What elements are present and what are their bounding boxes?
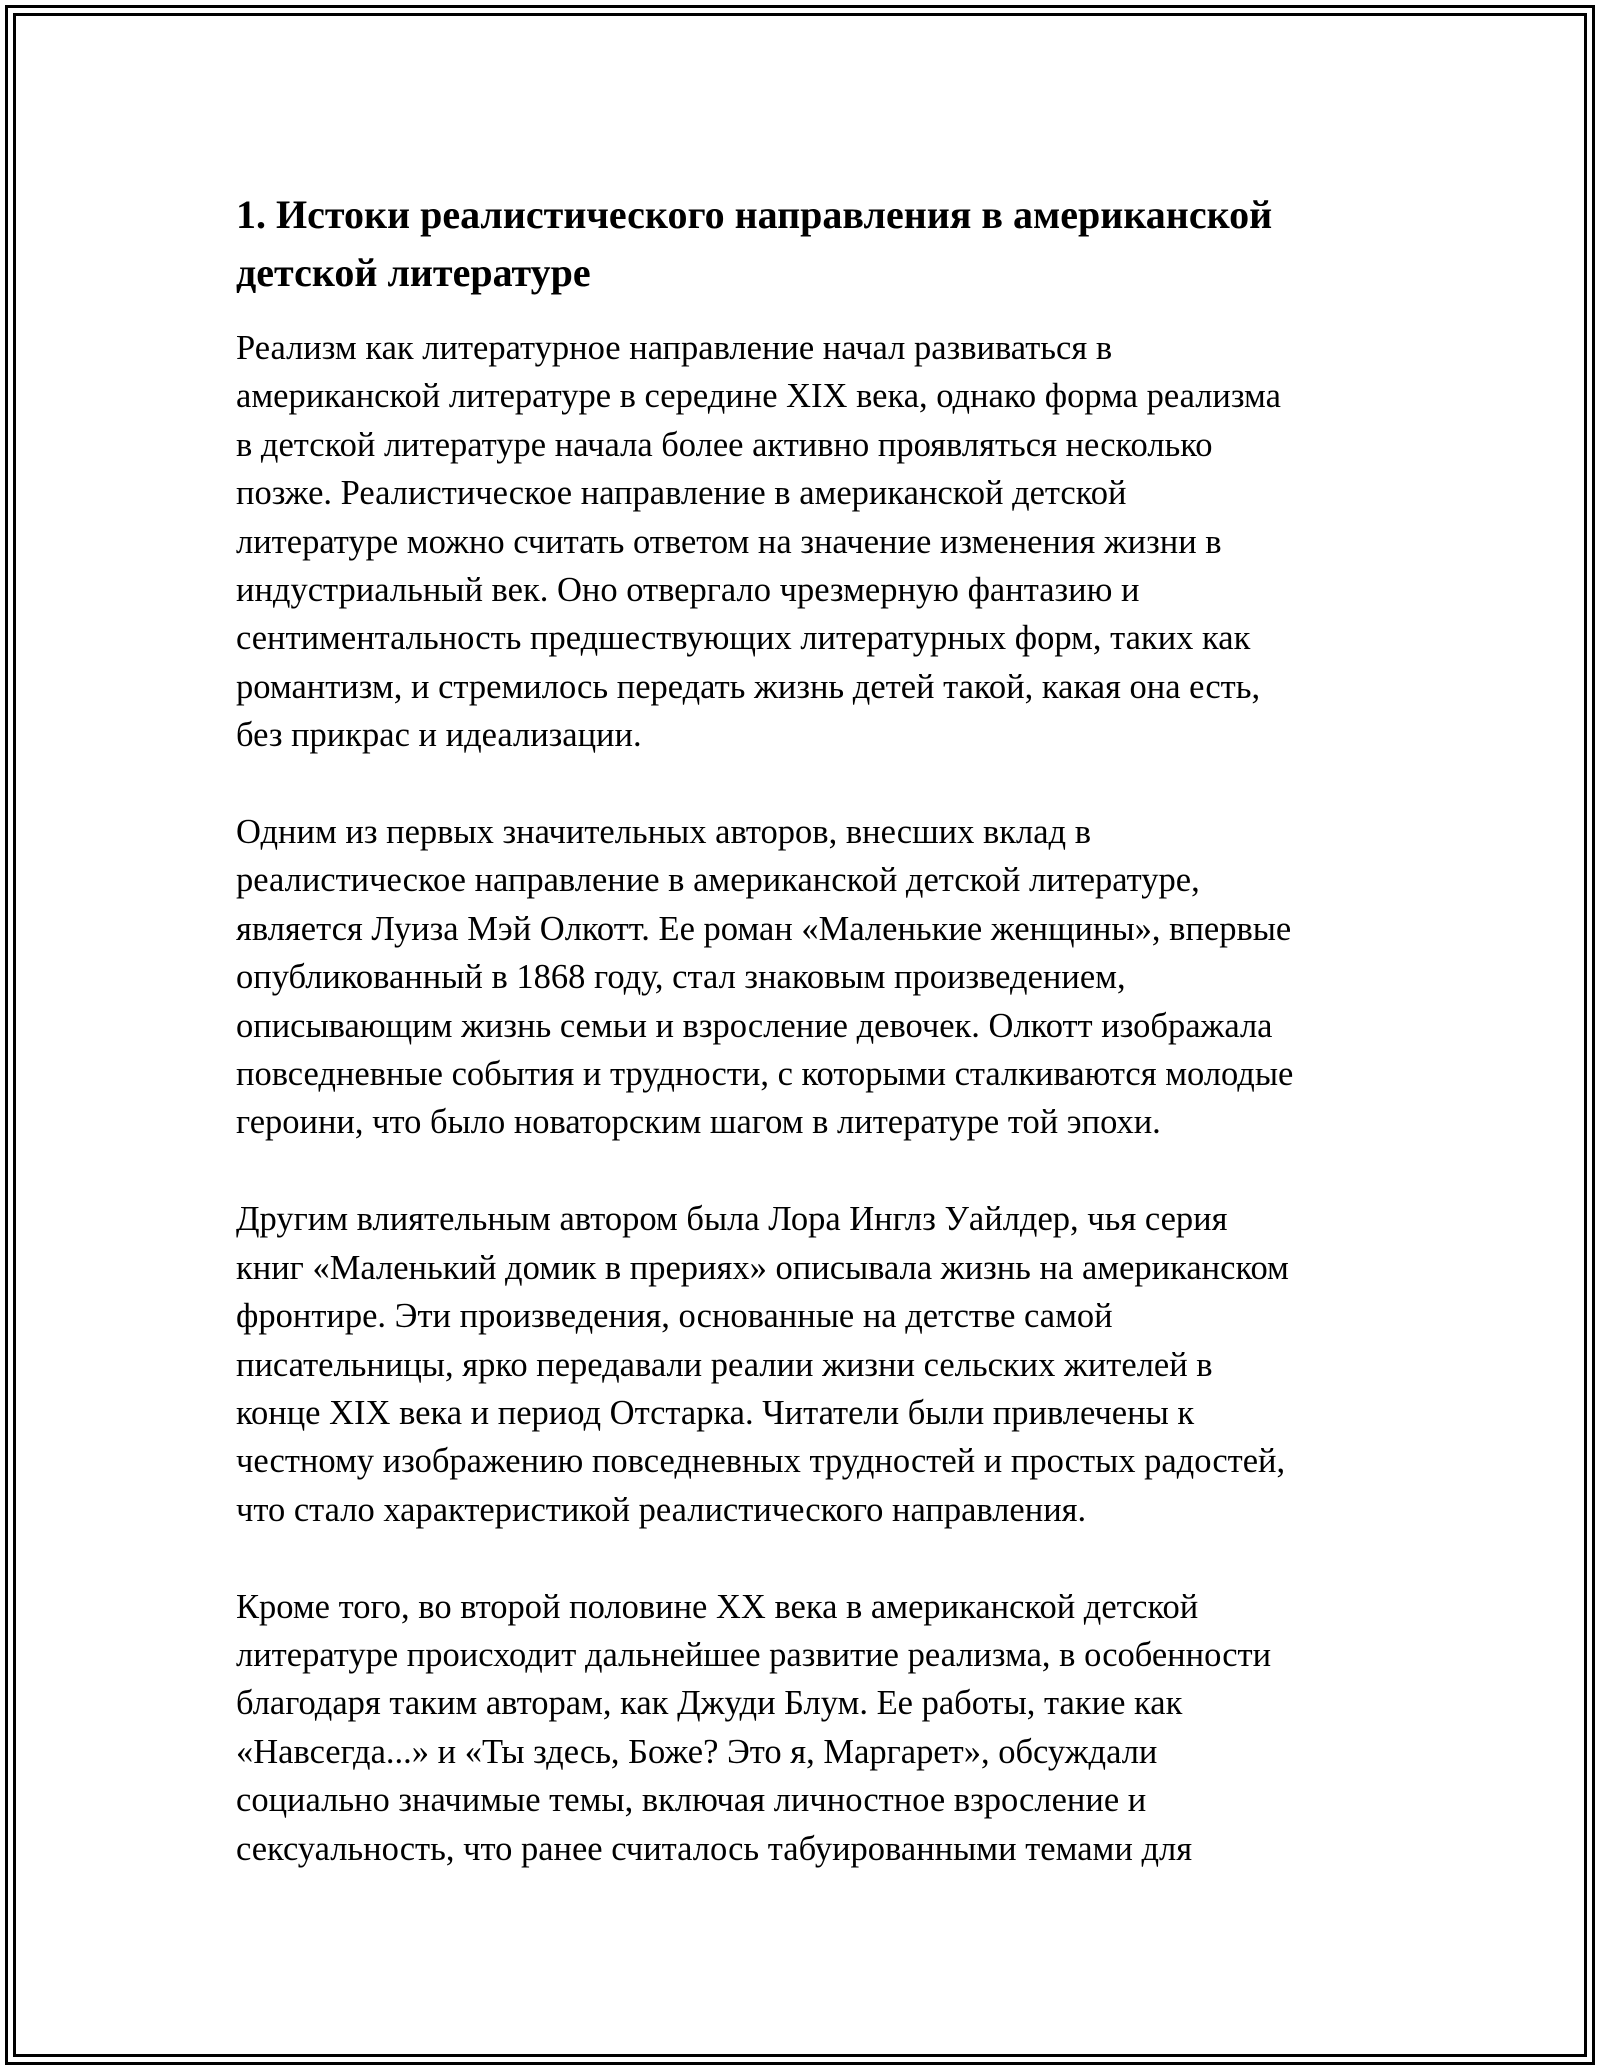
paragraph-line: Другим влиятельным автором была Лора Инглз Уайлдер, чья серия	[236, 1200, 1228, 1239]
body-paragraph	[236, 1195, 1396, 1534]
paragraph-line: реалистическое направление в американской детской литературе,	[236, 861, 1200, 900]
paragraph-line: социально значимые темы, включая личностное взросление и	[236, 1781, 1147, 1820]
paragraph-line: писательницы, ярко передавали реалии жизни сельских жителей в	[236, 1345, 1213, 1384]
body-paragraph	[236, 808, 1396, 1147]
paragraph-line: книг «Маленький домик в прериях» описывала жизнь на американском	[236, 1248, 1289, 1287]
paragraph-line: героини, что было новаторским шагом в литературе той эпохи.	[236, 1103, 1161, 1142]
body-paragraph	[236, 1583, 1396, 1873]
paragraph-line: индустриальный век. Оно отвергало чрезмерную фантазию и	[236, 571, 1140, 610]
paragraph-line: романтизм, и стремилось передать жизнь детей такой, какая она есть,	[236, 667, 1261, 706]
paragraph-line: сексуальность, что ранее считалось табуированными темами для	[236, 1829, 1193, 1868]
body-paragraph	[236, 324, 1396, 760]
document-body	[236, 186, 1396, 1921]
heading-line: 1. Истоки реалистического направления в американской	[236, 192, 1273, 237]
paragraph-line: Одним из первых значительных авторов, внесших вклад в	[236, 813, 1092, 852]
paragraph-line: Реализм как литературное направление начал развиваться в	[236, 329, 1113, 367]
paragraph-line: «Навсегда...» и «Ты здесь, Боже? Это я, Маргарет», обсуждали	[236, 1732, 1158, 1771]
paragraph-line: в детской литературе начала более активно проявляться несколько	[236, 425, 1213, 464]
paragraph-line: конце XIX века и период Отстарка. Читатели были привлечены к	[236, 1393, 1195, 1432]
paragraph-line: фронтире. Эти произведения, основанные на детстве самой	[236, 1297, 1113, 1336]
paragraph-line: повседневные события и трудности, с которыми сталкиваются молодые	[236, 1055, 1294, 1094]
paragraph-line: Кроме того, во второй половине XX века в американской детской	[236, 1587, 1199, 1626]
paragraph-line: что стало характеристикой реалистического направления.	[236, 1490, 1087, 1529]
paragraph-line: американской литературе в середине XIX века, однако форма реализма	[236, 377, 1281, 416]
paragraph-line: честному изображению повседневных трудностей и простых радостей,	[236, 1442, 1286, 1481]
paragraph-line: благодаря таким авторам, как Джуди Блум. Ее работы, такие как	[236, 1684, 1183, 1723]
paragraph-line: опубликованный в 1868 году, стал знаковым произведением,	[236, 958, 1126, 997]
paragraph-line: без прикрас и идеализации.	[236, 716, 642, 755]
paragraph-line: описывающим жизнь семьи и взросление девочек. Олкотт изображала	[236, 1006, 1273, 1045]
section-heading	[236, 186, 1396, 302]
paragraph-line: литературе происходит дальнейшее развитие реализма, в особенности	[236, 1635, 1272, 1674]
paragraph-line: является Луиза Мэй Олкотт. Ее роман «Маленькие женщины», впервые	[236, 909, 1292, 948]
paragraph-line: литературе можно считать ответом на значение изменения жизни в	[236, 522, 1222, 561]
paragraph-line: сентиментальность предшествующих литературных форм, таких как	[236, 619, 1251, 658]
heading-line: детской литературе	[236, 250, 591, 295]
paragraph-line: позже. Реалистическое направление в американской детской	[236, 474, 1127, 513]
paragraph-list	[236, 324, 1396, 1873]
